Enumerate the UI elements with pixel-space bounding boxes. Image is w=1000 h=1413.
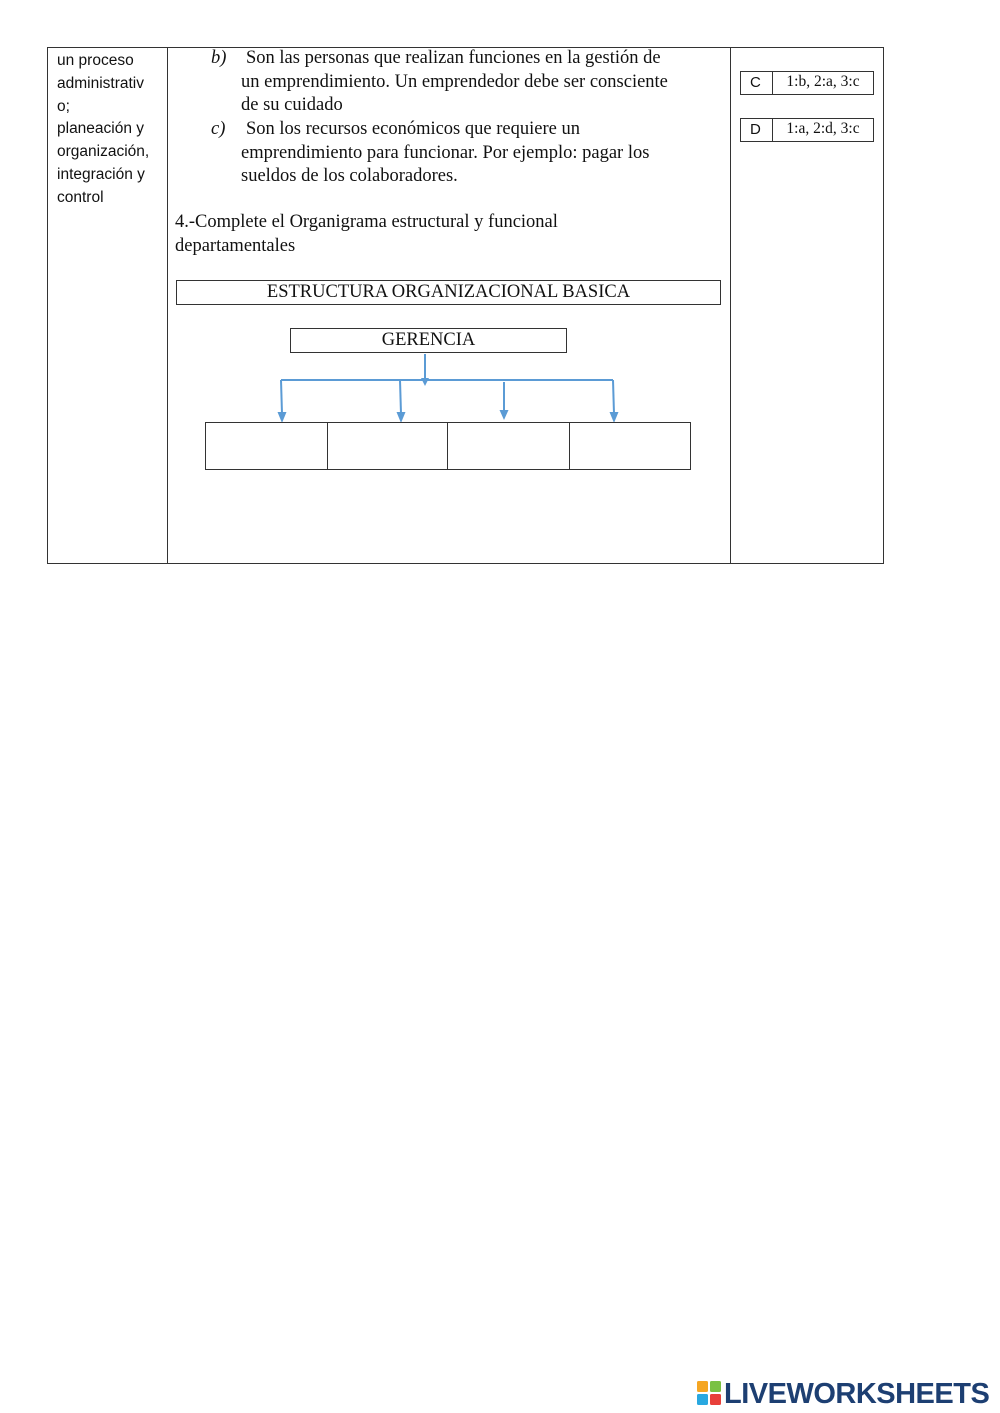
answer-text: 1:b, 2:a, 3:c — [786, 73, 860, 90]
left-line: o; — [57, 97, 70, 115]
department-box-3[interactable] — [448, 423, 570, 469]
answer-option-c[interactable] — [740, 71, 874, 95]
brand-name: LIVEWORKSHEETS — [724, 1378, 990, 1410]
answer-letter: D — [741, 119, 773, 141]
option-letter-b: b) — [211, 48, 227, 68]
orgchart-root-box: GERENCIA — [290, 328, 567, 353]
left-line: un proceso — [57, 52, 134, 69]
option-c-line: Son los recursos económicos que requiere un — [246, 119, 580, 139]
branch-arrowhead-3 — [500, 410, 509, 420]
branch-line-1 — [281, 380, 282, 414]
option-b-line: Son las personas que realizan funciones en la gestión de — [246, 48, 661, 68]
question-4-line: 4.-Complete el Organigrama estructural y funcional — [175, 212, 558, 232]
branch-line-4 — [613, 380, 614, 414]
option-b-line: de su cuidado — [241, 95, 343, 115]
branch-line-2 — [400, 380, 401, 414]
department-box-1[interactable] — [206, 423, 328, 469]
department-box-4[interactable] — [570, 423, 690, 469]
option-c-line: sueldos de los colaboradores. — [241, 166, 458, 186]
left-line: planeación y — [57, 120, 145, 138]
left-line: organización, — [57, 143, 150, 161]
option-letter-c: c) — [211, 119, 226, 139]
question-4-line: departamentales — [175, 235, 296, 256]
answer-letter: C — [741, 72, 773, 94]
option-c-line: emprendimiento para funcionar. Por ejemplo: pagar los — [241, 142, 650, 163]
department-row — [205, 422, 691, 470]
answer-text: 1:a, 2:d, 3:c — [786, 120, 860, 137]
left-line: control — [57, 188, 104, 206]
logo-mark-icon — [697, 1381, 721, 1405]
left-line: administrativ — [57, 74, 144, 92]
orgchart-title: ESTRUCTURA ORGANIZACIONAL BASICA — [176, 280, 721, 305]
department-box-2[interactable] — [328, 423, 448, 469]
option-b-line: un emprendimiento. Un emprendedor debe ser consciente — [241, 71, 668, 92]
answer-option-d[interactable] — [740, 118, 874, 142]
left-line: integración y — [57, 165, 145, 183]
